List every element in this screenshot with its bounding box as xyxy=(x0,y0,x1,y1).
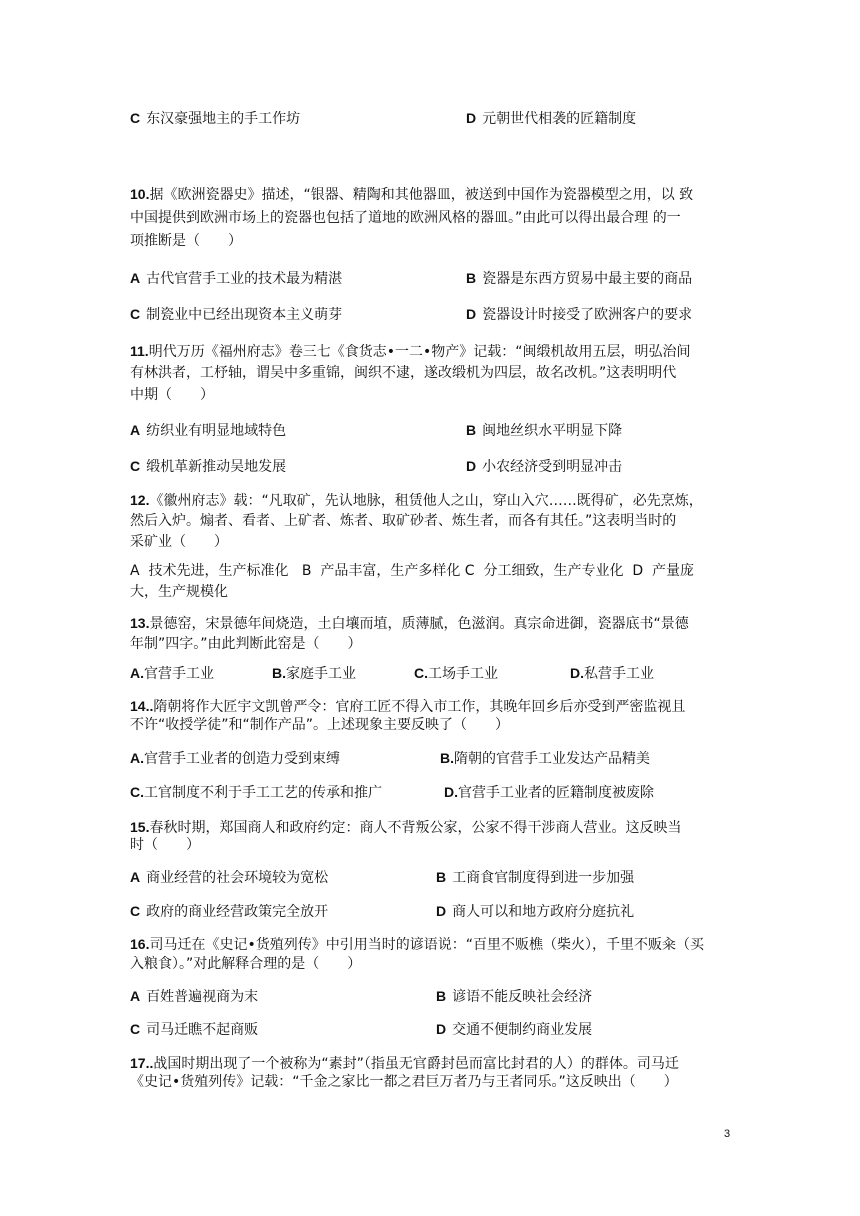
option-text: 东汉豪强地主的手工作坊 xyxy=(146,111,301,127)
option-text: 家庭手工业 xyxy=(286,666,356,682)
option-a xyxy=(130,986,258,1007)
question-number: 17.. xyxy=(130,1055,154,1071)
question-number: 10. xyxy=(130,186,150,202)
option-letter: D xyxy=(466,110,477,126)
option-d xyxy=(466,304,692,325)
option-d xyxy=(436,901,634,922)
question-12-stem-line-1 xyxy=(130,489,740,512)
option-letter: A xyxy=(130,869,141,885)
question-13-stem-line-1 xyxy=(130,612,740,635)
question-text: 明代万历《福州府志》卷三七《食货志•一二•物产》记载：“闽缎机故用五层，明弘治间 xyxy=(148,344,691,360)
option-text: 瓷器是东西方贸易中最主要的商品 xyxy=(482,271,693,287)
option-d xyxy=(436,1019,592,1040)
option-letter: A. xyxy=(130,750,144,766)
option-c xyxy=(130,456,286,477)
option-letter: C xyxy=(130,306,141,322)
option-letter: B xyxy=(466,270,477,286)
question-10-stem-line-1 xyxy=(130,183,740,206)
question-text: 隋朝将作大匠宇文凯曾严令：官府工匠不得入市工作，其晚年回乡后亦受到严密监视且 xyxy=(153,699,686,715)
option-d xyxy=(444,782,654,803)
question-12-stem-line-2: 然后入炉。煽者、看者、上矿者、炼者、取矿砂者、炼生者，而各有其任。”这表明当时的 xyxy=(130,513,677,529)
option-b xyxy=(466,420,622,441)
question-text: 《徽州府志》载：“凡取矿，先认地脉，租赁他人之山，穿山入穴……既得矿，必先烹炼， xyxy=(149,493,703,509)
question-number: 11. xyxy=(130,343,149,359)
question-10-stem-line-3: 项推断是（ ） xyxy=(130,233,242,249)
option-text: 缎机革新推动吴地发展 xyxy=(146,459,287,475)
option-text: 制瓷业中已经出现资本主义萌芽 xyxy=(146,307,343,323)
option-text: 百姓普遍视商为末 xyxy=(146,989,259,1005)
option-text: 古代官营手工业的技术最为精湛 xyxy=(146,271,343,287)
question-12-options-line-2: 大，生产规模化 xyxy=(130,584,228,600)
question-13-stem-line-2: 年制”四字。”由此判断此窑是（ ） xyxy=(130,636,362,652)
option-text: 私营手工业 xyxy=(584,666,654,682)
option-text: 元朝世代相袭的匠籍制度 xyxy=(482,111,637,127)
option-b xyxy=(436,867,634,888)
option-text: 工商食官制度得到进一步加强 xyxy=(452,870,635,886)
question-text: 司马迁在《史记•货殖列传》中引用当时的谚语说：“百里不贩樵（柴火），千里不贩籴（买 xyxy=(149,937,704,953)
question-17-stem-line-2: 《史记•货殖列传》记载：“千金之家比一都之君巨万者乃与王者同乐。”这反映出（ ） xyxy=(130,1074,678,1090)
question-11-stem-line-3: 中期（ ） xyxy=(130,387,214,403)
option-text: 官营手工业者的创造力受到束缚 xyxy=(144,751,340,767)
question-text: 春秋时期，郑国商人和政府约定：商人不背叛公家，公家不得干涉商人营业。这反映当 xyxy=(149,820,682,836)
question-number: 16. xyxy=(130,936,150,952)
option-letter: D. xyxy=(570,665,584,681)
option-letter: C xyxy=(130,458,141,474)
option-text: 商业经营的社会环境较为宽松 xyxy=(146,870,329,886)
option-text: 瓷器设计时接受了欧洲客户的要求 xyxy=(482,307,693,323)
question-text: 景德窑，宋景德年间烧造，土白壤而埴，质薄腻，色滋润。真宗命进御，瓷器底书“景德 xyxy=(149,616,689,632)
option-letter: B xyxy=(436,988,447,1004)
question-number: 15. xyxy=(130,819,150,835)
option-letter: D xyxy=(466,306,477,322)
question-12-stem-line-3: 采矿业（ ） xyxy=(130,534,228,550)
question-text: 战国时期出现了一个被称为“素封”（指虽无官爵封邑而富比封君的人）的群体。司马迁 xyxy=(153,1056,679,1072)
option-c xyxy=(414,663,498,684)
option-text: 政府的商业经营政策完全放开 xyxy=(146,904,329,920)
option-c-prev xyxy=(130,108,300,129)
option-text: 谚语不能反映社会经济 xyxy=(452,989,593,1005)
question-11-stem-line-1 xyxy=(130,340,740,363)
question-number: 13. xyxy=(130,615,150,631)
question-16-stem-line-2: 入粮食）。”对此解释合理的是（ ） xyxy=(130,956,362,972)
option-letter: B xyxy=(466,422,477,438)
option-d xyxy=(570,663,654,684)
option-letter: C xyxy=(130,1021,141,1037)
option-a xyxy=(130,268,342,289)
option-text: 工场手工业 xyxy=(428,666,498,682)
question-12-options-line-1: A 技术先进，生产标准化 B 产品丰富，生产多样化 C 分工细致，生产专业化 D 产量庞 xyxy=(130,563,695,579)
option-text: 官营手工业者的匠籍制度被废除 xyxy=(458,785,654,801)
option-d xyxy=(466,456,622,477)
option-letter: B. xyxy=(440,750,454,766)
question-14-stem-line-2: 不许“收授学徒”和“制作产品”。上述现象主要反映了（ ） xyxy=(130,717,510,733)
option-b xyxy=(272,663,356,684)
option-text: 小农经济受到明显冲击 xyxy=(482,459,623,475)
option-b xyxy=(466,268,692,289)
option-letter: D xyxy=(436,1021,447,1037)
question-number: 14.. xyxy=(130,698,154,714)
option-c xyxy=(130,901,328,922)
option-text: 纺织业有明显地域特色 xyxy=(146,423,287,439)
option-text: 闽地丝织水平明显下降 xyxy=(482,423,623,439)
option-letter: B. xyxy=(272,665,286,681)
question-11-stem-line-2: 有林洪者，工杼轴，谓吴中多重锦，闽织不逮，遂改缎机为四层，故名改机。”这表明明代 xyxy=(130,365,677,381)
option-d-prev xyxy=(466,108,636,129)
question-text: 据《欧洲瓷器史》描述，“银器、精陶和其他器皿，被送到中国作为瓷器模型之用，以 致 xyxy=(149,187,694,203)
option-a xyxy=(130,663,214,684)
option-b xyxy=(440,748,650,769)
option-a xyxy=(130,867,328,888)
option-text: 交通不便制约商业发展 xyxy=(452,1022,593,1038)
option-c xyxy=(130,304,342,325)
option-text: 隋朝的官营手工业发达产品精美 xyxy=(454,751,650,767)
option-letter: C. xyxy=(414,665,428,681)
option-letter: A xyxy=(130,270,141,286)
question-10-stem-line-2: 中国提供到欧洲市场上的瓷器也包括了道地的欧洲风格的器皿。”由此可以得出最合理 的一 xyxy=(130,210,681,226)
option-letter: C xyxy=(130,110,141,126)
option-c xyxy=(130,782,382,803)
question-number: 12. xyxy=(130,492,150,508)
option-a xyxy=(130,420,286,441)
option-letter: A. xyxy=(130,665,144,681)
option-c xyxy=(130,1019,258,1040)
option-a xyxy=(130,748,340,769)
option-letter: D xyxy=(436,903,447,919)
option-letter: C. xyxy=(130,784,144,800)
option-letter: C xyxy=(130,903,141,919)
option-letter: D xyxy=(466,458,477,474)
option-text: 工官制度不利于手工工艺的传承和推广 xyxy=(144,785,382,801)
option-letter: A xyxy=(130,988,141,1004)
option-letter: A xyxy=(130,422,141,438)
question-15-stem-line-2: 时（ ） xyxy=(130,837,200,853)
option-letter: D. xyxy=(444,784,458,800)
page-number: 3 xyxy=(724,1128,731,1140)
option-letter: B xyxy=(436,869,447,885)
option-b xyxy=(436,986,592,1007)
option-text: 官营手工业 xyxy=(144,666,214,682)
option-text: 司马迁瞧不起商贩 xyxy=(146,1022,259,1038)
option-text: 商人可以和地方政府分庭抗礼 xyxy=(452,904,635,920)
